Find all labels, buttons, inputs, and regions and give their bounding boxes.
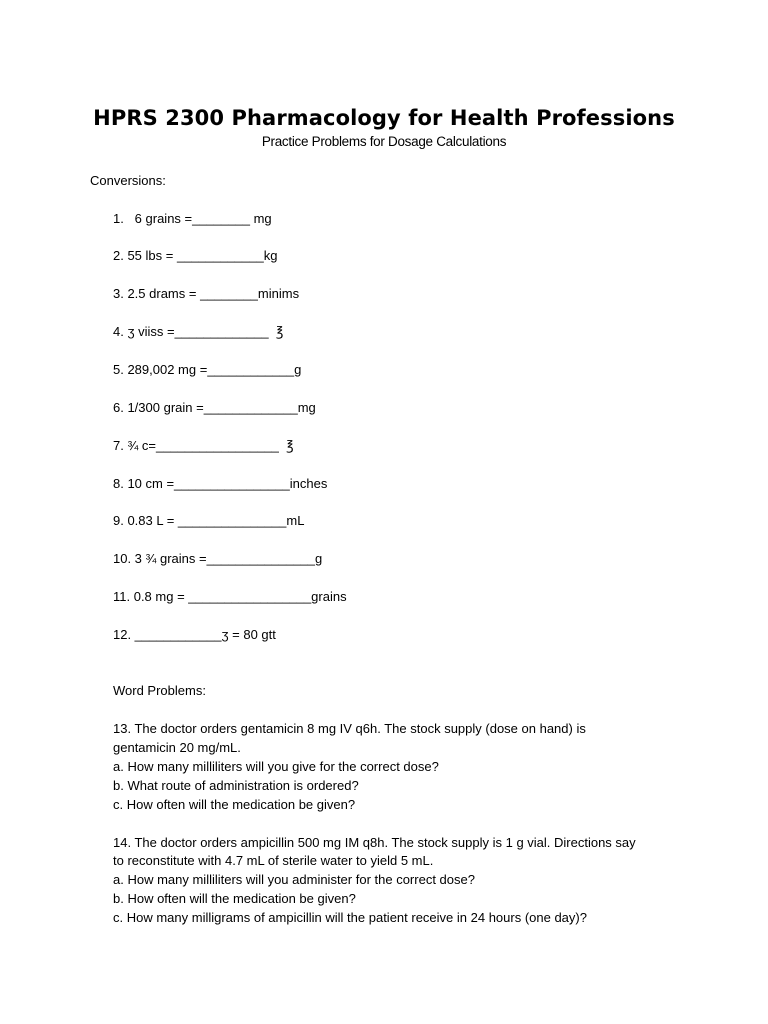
conversion-item-8: 8. 10 cm =________________inches bbox=[113, 476, 328, 491]
conversion-item-4: 4. ʒ viiss =_____________ ℥ bbox=[113, 324, 284, 339]
problem-14-question-a: a. How many milliliters will you administer for the correct dose? bbox=[113, 872, 475, 887]
conversion-item-2: 2. 55 lbs = ____________kg bbox=[113, 248, 278, 263]
problem-13-line-2: gentamicin 20 mg/mL. bbox=[113, 740, 241, 755]
conversion-item-1: 1. 6 grains =________ mg bbox=[113, 211, 272, 226]
problem-14-question-c: c. How many milligrams of ampicillin will the patient receive in 24 hours (one day)? bbox=[113, 910, 587, 925]
page-title: HPRS 2300 Pharmacology for Health Professions bbox=[93, 106, 675, 130]
conversion-item-9: 9. 0.83 L = _______________mL bbox=[113, 513, 305, 528]
problem-13-line-1: 13. The doctor orders gentamicin 8 mg IV q6h. The stock supply (dose on hand) is bbox=[113, 721, 586, 736]
problem-14-question-b: b. How often will the medication be given? bbox=[113, 891, 356, 906]
conversion-item-7: 7. ¾ c=_________________ ℥ bbox=[113, 438, 294, 453]
problem-13-question-a: a. How many milliliters will you give for the correct dose? bbox=[113, 759, 439, 774]
conversion-item-6: 6. 1/300 grain =_____________mg bbox=[113, 400, 316, 415]
conversion-item-10: 10. 3 ¾ grains =_______________g bbox=[113, 551, 323, 566]
conversion-item-5: 5. 289,002 mg =____________g bbox=[113, 362, 302, 377]
problem-13-question-b: b. What route of administration is ordered? bbox=[113, 778, 359, 793]
conversion-item-11: 11. 0.8 mg = _________________grains bbox=[113, 589, 347, 604]
conversion-item-3: 3. 2.5 drams = ________minims bbox=[113, 286, 300, 301]
problem-13-question-c: c. How often will the medication be given? bbox=[113, 797, 356, 812]
page-subtitle: Practice Problems for Dosage Calculations bbox=[261, 134, 507, 149]
conversion-item-12: 12. ____________ʒ = 80 gtt bbox=[113, 627, 276, 642]
problem-14-line-1: 14. The doctor orders ampicillin 500 mg IM q8h. The stock supply is 1 g vial. Directions say bbox=[113, 835, 636, 850]
word-problems-heading: Word Problems: bbox=[113, 683, 206, 698]
problem-14-line-2: to reconstitute with 4.7 mL of sterile water to yield 5 mL. bbox=[113, 853, 434, 868]
conversions-heading: Conversions: bbox=[90, 173, 166, 188]
